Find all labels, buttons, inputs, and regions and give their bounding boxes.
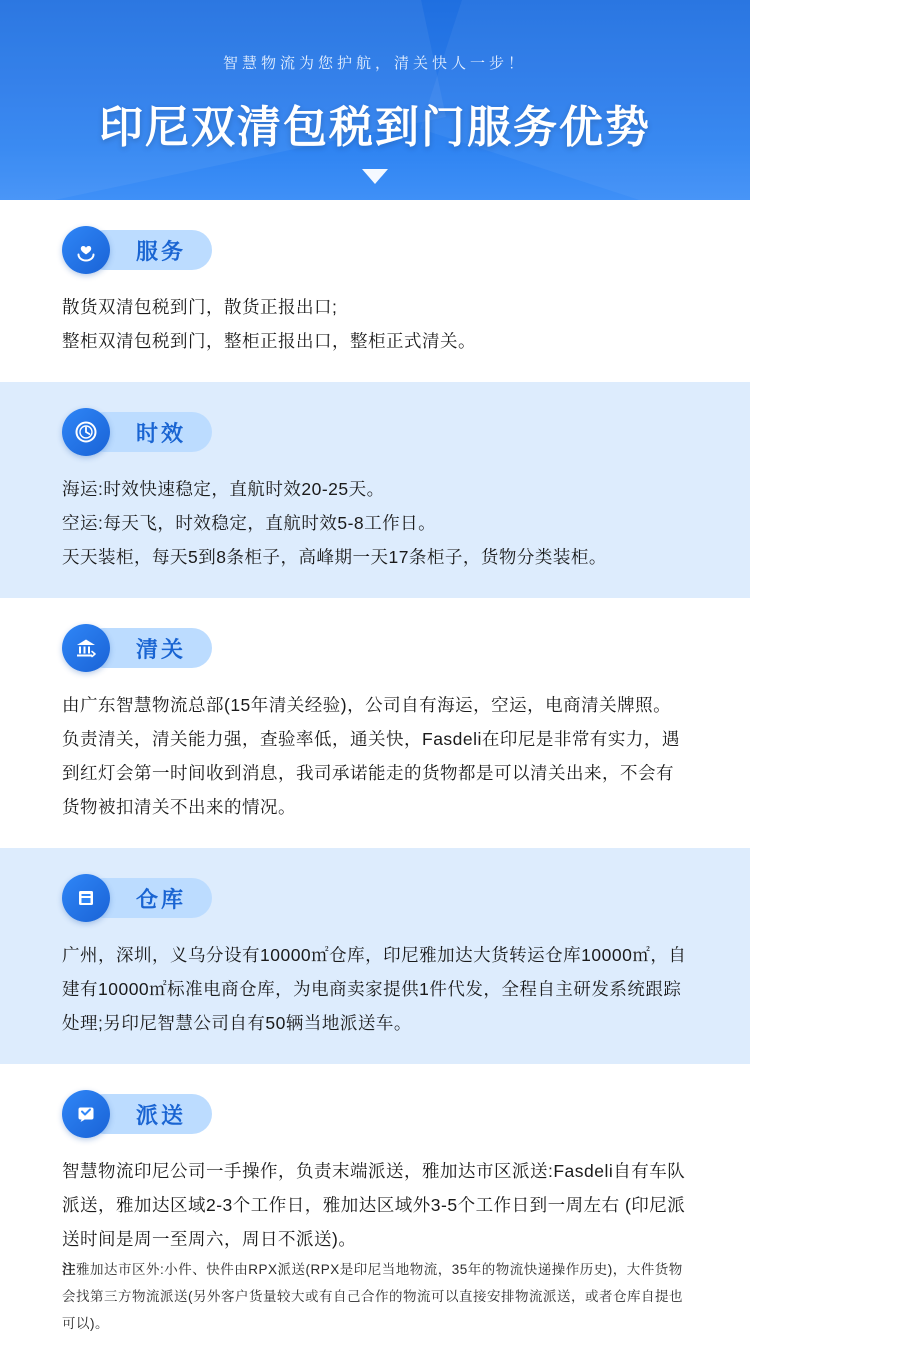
section-header-service (62, 226, 750, 274)
hand-heart-icon (62, 226, 110, 274)
page-header (0, 0, 750, 200)
text-line: 空运:每天飞，时效稳定，直航时效5-8工作日。 (62, 513, 437, 533)
section-header-customs (62, 624, 750, 672)
text-line: 散货双清包税到门，散货正报出口; (62, 297, 338, 317)
header-subtitle: 智慧物流为您护航，清关快人一步！ (222, 55, 527, 72)
note-text: 雅加达市区外:小件、快件由RPX派送(RPX是印尼当地物流，35年的物流快递操作历史)，大件货物会找第三方物流派送(另外客户货量较大或有自己合作的物流可以直接安排物流派送，或者仓库自提也可以)。 (62, 1262, 683, 1331)
section-label-delivery: 派送 (136, 1102, 187, 1128)
section-label-customs: 清关 (136, 636, 187, 662)
section-body-timeliness (62, 472, 688, 574)
warehouse-icon (62, 874, 110, 922)
section-note-delivery (62, 1256, 688, 1337)
section-label-service: 服务 (136, 238, 187, 264)
text-line: 智慧物流印尼公司一手操作，负责末端派送，雅加达市区派送:Fasdeli自有车队派送，雅加达区域2-3个工作日，雅加达区域外3-5个工作日到一周左右 (印尼派送时间是周一至周六，周日不派送)。 (62, 1161, 686, 1249)
section-body-service (62, 290, 688, 358)
delivery-truck-icon (62, 1090, 110, 1138)
section-body-delivery (62, 1154, 688, 1337)
section-body-customs (62, 688, 688, 824)
section-body-warehouse (62, 938, 688, 1040)
section-customs (0, 598, 750, 848)
clock-icon (62, 408, 110, 456)
section-service (0, 200, 750, 382)
section-header-timeliness (62, 408, 750, 456)
section-label-warehouse: 仓库 (136, 886, 187, 912)
section-label-timeliness: 时效 (136, 420, 187, 446)
chevron-down-icon (362, 169, 388, 184)
section-header-delivery (62, 1090, 750, 1138)
section-timeliness (0, 382, 750, 598)
customs-bank-icon (62, 624, 110, 672)
text-line: 天天装柜，每天5到8条柜子，高峰期一天17条柜子，货物分类装柜。 (62, 547, 607, 567)
section-header-warehouse (62, 874, 750, 922)
page-title: 印尼双清包税到门服务优势 (99, 103, 651, 152)
text-line: 海运:时效快速稳定，直航时效20-25天。 (62, 479, 385, 499)
section-delivery (0, 1064, 750, 1361)
header-content (0, 0, 750, 184)
text-line: 广州，深圳，义乌分设有10000㎡仓库，印尼雅加达大货转运仓库10000㎡，自建有10000㎡标准电商仓库，为电商卖家提供1件代发，全程自主研发系统跟踪处理;另印尼智慧公司自有50辆当地派送车。 (62, 945, 687, 1033)
text-line: 整柜双清包税到门，整柜正报出口，整柜正式清关。 (62, 331, 476, 351)
note-label: 注 (62, 1262, 76, 1277)
section-warehouse (0, 848, 750, 1064)
text-line: 由广东智慧物流总部(15年清关经验)，公司自有海运，空运，电商清关牌照。负责清关，清关能力强，查验率低，通关快，Fasdeli在印尼是非常有实力，遇到红灯会第一时间收到消息，我司承诺能走的货物都是可以清关出来，不会有货物被扣清关不出来的情况。 (62, 695, 680, 817)
